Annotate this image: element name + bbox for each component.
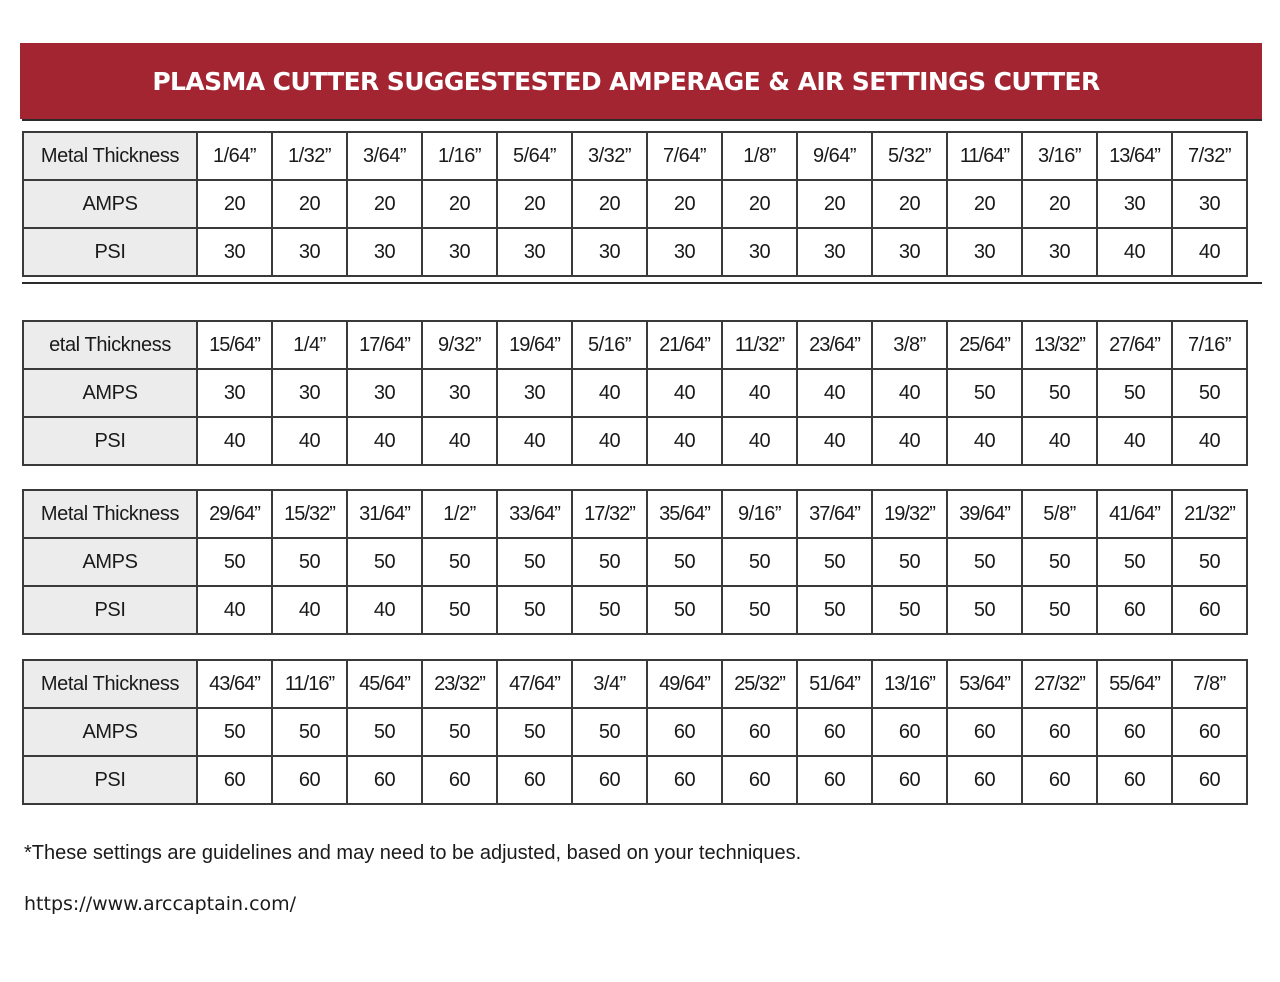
thickness-cell: 45/64” (347, 660, 422, 708)
psi-cell: 40 (647, 417, 722, 465)
thickness-row-label: Metal Thickness (23, 132, 197, 180)
psi-cell: 30 (272, 228, 347, 276)
psi-cell: 60 (347, 756, 422, 804)
amps-cell: 20 (197, 180, 272, 228)
thickness-cell: 1/4” (272, 321, 347, 369)
title-banner (20, 43, 1262, 119)
amps-cell: 50 (1172, 369, 1247, 417)
amps-row-label: AMPS (23, 708, 197, 756)
source-link[interactable]: https://www.arccaptain.com/ (24, 893, 297, 915)
psi-cell: 40 (722, 417, 797, 465)
amps-cell: 20 (1022, 180, 1097, 228)
amps-cell: 30 (1097, 180, 1172, 228)
psi-cell: 40 (347, 586, 422, 634)
amps-cell: 40 (797, 369, 872, 417)
amps-cell: 50 (197, 708, 272, 756)
psi-cell: 50 (1022, 586, 1097, 634)
thickness-cell: 11/16” (272, 660, 347, 708)
psi-cell: 30 (797, 228, 872, 276)
amps-cell: 60 (947, 708, 1022, 756)
psi-cell: 50 (797, 586, 872, 634)
psi-row (23, 228, 1247, 276)
thickness-cell: 7/64” (647, 132, 722, 180)
thickness-cell: 21/32” (1172, 490, 1247, 538)
psi-row (23, 417, 1247, 465)
thickness-cell: 5/64” (497, 132, 572, 180)
thickness-cell: 3/64” (347, 132, 422, 180)
psi-cell: 30 (347, 228, 422, 276)
thickness-cell: 51/64” (797, 660, 872, 708)
thickness-cell: 5/8” (1022, 490, 1097, 538)
psi-row (23, 756, 1247, 804)
psi-cell: 30 (647, 228, 722, 276)
thickness-cell: 3/8” (872, 321, 947, 369)
thickness-cell: 1/64” (197, 132, 272, 180)
amps-row (23, 180, 1247, 228)
amps-cell: 40 (872, 369, 947, 417)
psi-cell: 30 (572, 228, 647, 276)
thickness-cell: 9/16” (722, 490, 797, 538)
psi-cell: 60 (872, 756, 947, 804)
thickness-cell: 11/64” (947, 132, 1022, 180)
amps-cell: 40 (647, 369, 722, 417)
psi-cell: 50 (422, 586, 497, 634)
thickness-cell: 41/64” (1097, 490, 1172, 538)
psi-cell: 60 (1172, 756, 1247, 804)
thickness-cell: 1/16” (422, 132, 497, 180)
amps-cell: 30 (347, 369, 422, 417)
amps-cell: 60 (647, 708, 722, 756)
thickness-cell: 3/4” (572, 660, 647, 708)
amps-cell: 50 (947, 538, 1022, 586)
amps-cell: 50 (497, 708, 572, 756)
thickness-cell: 9/32” (422, 321, 497, 369)
thickness-row (23, 660, 1247, 708)
psi-cell: 40 (797, 417, 872, 465)
amps-cell: 20 (872, 180, 947, 228)
amps-cell: 50 (347, 538, 422, 586)
amps-row (23, 708, 1247, 756)
psi-cell: 40 (497, 417, 572, 465)
amps-cell: 50 (197, 538, 272, 586)
psi-cell: 40 (197, 417, 272, 465)
thickness-row (23, 490, 1247, 538)
footnote: *These settings are guidelines and may need to be adjusted, based on your techniques. (24, 842, 802, 864)
amps-cell: 20 (572, 180, 647, 228)
thickness-cell: 33/64” (497, 490, 572, 538)
thickness-cell: 9/64” (797, 132, 872, 180)
amps-cell: 20 (647, 180, 722, 228)
thickness-cell: 21/64” (647, 321, 722, 369)
psi-cell: 60 (1022, 756, 1097, 804)
thickness-cell: 7/16” (1172, 321, 1247, 369)
psi-cell: 40 (1097, 228, 1172, 276)
amps-cell: 50 (947, 369, 1022, 417)
thickness-cell: 29/64” (197, 490, 272, 538)
amps-cell: 40 (572, 369, 647, 417)
psi-row (23, 586, 1247, 634)
thickness-cell: 17/32” (572, 490, 647, 538)
thickness-cell: 49/64” (647, 660, 722, 708)
thickness-row-label: Metal Thickness (23, 490, 197, 538)
amps-cell: 50 (1097, 538, 1172, 586)
psi-cell: 30 (197, 228, 272, 276)
thickness-cell: 13/64” (1097, 132, 1172, 180)
amps-cell: 40 (722, 369, 797, 417)
thickness-cell: 23/64” (797, 321, 872, 369)
psi-cell: 40 (272, 586, 347, 634)
psi-cell: 30 (1022, 228, 1097, 276)
thickness-cell: 7/8” (1172, 660, 1247, 708)
psi-cell: 50 (722, 586, 797, 634)
thickness-cell: 35/64” (647, 490, 722, 538)
psi-cell: 30 (497, 228, 572, 276)
amps-cell: 30 (497, 369, 572, 417)
psi-cell: 60 (497, 756, 572, 804)
psi-cell: 60 (647, 756, 722, 804)
psi-cell: 60 (1097, 586, 1172, 634)
amps-cell: 50 (497, 538, 572, 586)
psi-cell: 50 (572, 586, 647, 634)
psi-cell: 50 (647, 586, 722, 634)
psi-cell: 60 (1172, 586, 1247, 634)
thickness-cell: 19/64” (497, 321, 572, 369)
amps-cell: 60 (797, 708, 872, 756)
thickness-cell: 5/16” (572, 321, 647, 369)
psi-cell: 40 (347, 417, 422, 465)
psi-cell: 40 (1097, 417, 1172, 465)
thickness-cell: 3/16” (1022, 132, 1097, 180)
settings-table-4 (22, 659, 1248, 805)
settings-table-1 (22, 131, 1248, 277)
thickness-cell: 55/64” (1097, 660, 1172, 708)
thickness-cell: 27/32” (1022, 660, 1097, 708)
thickness-cell: 15/32” (272, 490, 347, 538)
thickness-row-label: etal Thickness (23, 321, 197, 369)
amps-cell: 50 (422, 708, 497, 756)
settings-table-2 (22, 320, 1248, 466)
thickness-cell: 31/64” (347, 490, 422, 538)
amps-cell: 20 (797, 180, 872, 228)
psi-cell: 60 (422, 756, 497, 804)
psi-cell: 60 (572, 756, 647, 804)
psi-cell: 60 (947, 756, 1022, 804)
psi-cell: 40 (197, 586, 272, 634)
thickness-cell: 7/32” (1172, 132, 1247, 180)
amps-cell: 60 (1172, 708, 1247, 756)
thickness-cell: 25/64” (947, 321, 1022, 369)
amps-cell: 60 (1022, 708, 1097, 756)
amps-cell: 50 (272, 538, 347, 586)
psi-cell: 50 (497, 586, 572, 634)
psi-row-label: PSI (23, 756, 197, 804)
thickness-cell: 19/32” (872, 490, 947, 538)
amps-cell: 50 (272, 708, 347, 756)
psi-cell: 60 (1097, 756, 1172, 804)
amps-cell: 50 (422, 538, 497, 586)
amps-row (23, 369, 1247, 417)
thickness-cell: 1/8” (722, 132, 797, 180)
psi-cell: 30 (947, 228, 1022, 276)
amps-row-label: AMPS (23, 369, 197, 417)
thickness-cell: 11/32” (722, 321, 797, 369)
thickness-cell: 1/32” (272, 132, 347, 180)
amps-cell: 60 (722, 708, 797, 756)
thickness-cell: 13/16” (872, 660, 947, 708)
amps-cell: 50 (347, 708, 422, 756)
amps-cell: 50 (1022, 369, 1097, 417)
thickness-cell: 25/32” (722, 660, 797, 708)
amps-cell: 20 (947, 180, 1022, 228)
psi-cell: 50 (947, 586, 1022, 634)
psi-row-label: PSI (23, 417, 197, 465)
psi-cell: 60 (197, 756, 272, 804)
amps-cell: 50 (1097, 369, 1172, 417)
amps-row-label: AMPS (23, 180, 197, 228)
thickness-cell: 15/64” (197, 321, 272, 369)
amps-cell: 50 (797, 538, 872, 586)
psi-cell: 40 (272, 417, 347, 465)
thickness-cell: 39/64” (947, 490, 1022, 538)
amps-cell: 50 (872, 538, 947, 586)
psi-cell: 40 (422, 417, 497, 465)
thickness-cell: 23/32” (422, 660, 497, 708)
amps-cell: 60 (1097, 708, 1172, 756)
psi-cell: 30 (722, 228, 797, 276)
psi-cell: 40 (947, 417, 1022, 465)
amps-cell: 20 (347, 180, 422, 228)
thickness-row-label: Metal Thickness (23, 660, 197, 708)
thickness-cell: 3/32” (572, 132, 647, 180)
amps-cell: 30 (272, 369, 347, 417)
psi-cell: 30 (872, 228, 947, 276)
amps-cell: 50 (722, 538, 797, 586)
thickness-cell: 13/32” (1022, 321, 1097, 369)
amps-cell: 50 (572, 708, 647, 756)
amps-cell: 20 (722, 180, 797, 228)
amps-cell: 50 (1172, 538, 1247, 586)
amps-row (23, 538, 1247, 586)
amps-cell: 50 (647, 538, 722, 586)
psi-row-label: PSI (23, 228, 197, 276)
amps-cell: 50 (572, 538, 647, 586)
thickness-cell: 53/64” (947, 660, 1022, 708)
psi-cell: 60 (272, 756, 347, 804)
thickness-cell: 27/64” (1097, 321, 1172, 369)
thickness-cell: 1/2” (422, 490, 497, 538)
psi-cell: 40 (1022, 417, 1097, 465)
settings-table-3 (22, 489, 1248, 635)
psi-cell: 40 (1172, 228, 1247, 276)
psi-cell: 40 (872, 417, 947, 465)
top-divider (22, 119, 1262, 121)
amps-row-label: AMPS (23, 538, 197, 586)
table-1-divider (22, 282, 1262, 284)
amps-cell: 20 (422, 180, 497, 228)
psi-cell: 50 (872, 586, 947, 634)
amps-cell: 20 (497, 180, 572, 228)
thickness-cell: 5/32” (872, 132, 947, 180)
amps-cell: 30 (422, 369, 497, 417)
thickness-cell: 47/64” (497, 660, 572, 708)
page-title: PLASMA CUTTER SUGGESTESTED AMPERAGE & AIR SETTINGS CUTTER (152, 66, 1100, 96)
amps-cell: 20 (272, 180, 347, 228)
thickness-cell: 37/64” (797, 490, 872, 538)
thickness-row (23, 321, 1247, 369)
psi-row-label: PSI (23, 586, 197, 634)
psi-cell: 60 (797, 756, 872, 804)
amps-cell: 60 (872, 708, 947, 756)
thickness-cell: 43/64” (197, 660, 272, 708)
psi-cell: 60 (722, 756, 797, 804)
psi-cell: 40 (1172, 417, 1247, 465)
amps-cell: 30 (197, 369, 272, 417)
amps-cell: 30 (1172, 180, 1247, 228)
thickness-row (23, 132, 1247, 180)
thickness-cell: 17/64” (347, 321, 422, 369)
psi-cell: 40 (572, 417, 647, 465)
amps-cell: 50 (1022, 538, 1097, 586)
psi-cell: 30 (422, 228, 497, 276)
